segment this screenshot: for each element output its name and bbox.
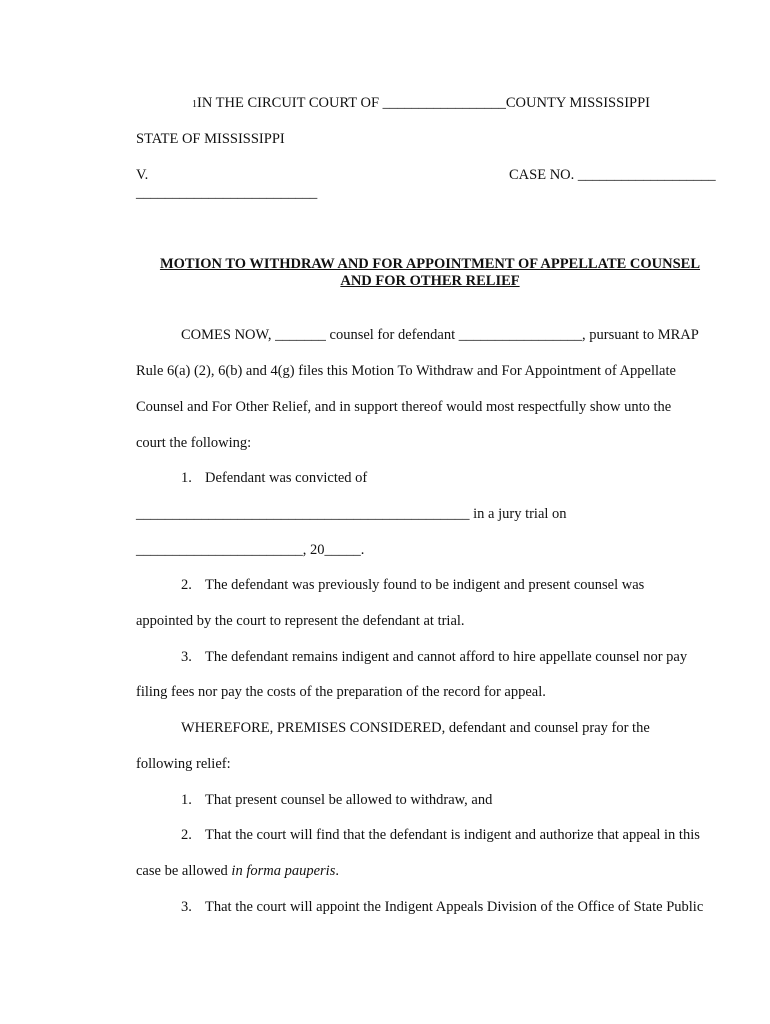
item-1-line-3: _______________________, 20_____. <box>136 542 365 558</box>
item-text: That the court will find that the defendant is indigent and authorize that appeal in this <box>205 827 700 843</box>
versus-label: V. <box>136 167 149 183</box>
wherefore-line-2: following relief: <box>136 756 231 772</box>
motion-title-line-2: AND FOR OTHER RELIEF <box>340 273 520 289</box>
motion-title-line-1: MOTION TO WITHDRAW AND FOR APPOINTMENT OF APPELLATE COUNSEL <box>159 256 701 272</box>
court-heading-text: IN THE CIRCUIT COURT OF _________________COUNTY MISSISSIPPI <box>197 95 650 111</box>
item-number: 3. <box>181 899 192 915</box>
comes-now-line-4: court the following: <box>136 435 252 451</box>
numbered-item-1 <box>181 469 367 487</box>
case-number: CASE NO. ___________________ <box>509 167 716 183</box>
item-text: That the court will appoint the Indigent Appeals Division of the Office of State Public <box>205 899 704 915</box>
comes-now-line-3: Counsel and For Other Relief, and in support thereof would most respectfully show unto the <box>136 399 672 415</box>
item-number: 3. <box>181 649 192 665</box>
relief-text: case be allowed <box>136 863 232 879</box>
relief-item-2-line-2 <box>136 862 339 880</box>
item-number: 2. <box>181 577 192 593</box>
item-2-line-2: appointed by the court to represent the defendant at trial. <box>136 613 465 629</box>
wherefore-line-1: WHEREFORE, PREMISES CONSIDERED, defendant and counsel pray for the <box>181 720 650 736</box>
numbered-item-3 <box>181 648 687 666</box>
item-number: 1. <box>181 792 192 808</box>
item-text: The defendant was previously found to be indigent and present counsel was <box>205 577 645 593</box>
latin-phrase: in forma pauperis <box>231 863 336 879</box>
item-text: Defendant was convicted of <box>205 470 368 486</box>
item-text: The defendant remains indigent and cannot afford to hire appellate counsel nor pay <box>205 649 688 665</box>
defendant-name-blank: _________________________ <box>136 185 318 201</box>
relief-item-2 <box>181 826 700 844</box>
relief-item-1 <box>181 791 492 809</box>
relief-text-end: . <box>335 863 339 879</box>
item-number: 2. <box>181 827 192 843</box>
relief-item-3 <box>181 898 703 916</box>
item-1-line-2: ______________________________________________ in a jury trial on <box>136 506 567 522</box>
comes-now-line-2: Rule 6(a) (2), 6(b) and 4(g) files this Motion To Withdraw and For Appointment of Appellate <box>136 363 676 379</box>
footnote-marker: 1 <box>192 99 197 110</box>
court-heading <box>192 94 650 114</box>
plaintiff-name: STATE OF MISSISSIPPI <box>136 131 285 147</box>
numbered-item-2 <box>181 576 644 594</box>
comes-now-line-1: COMES NOW, _______ counsel for defendant _________________, pursuant to MRAP <box>181 327 699 343</box>
item-number: 1. <box>181 470 192 486</box>
item-text: That present counsel be allowed to withdraw, and <box>205 792 493 808</box>
item-3-line-2: filing fees nor pay the costs of the preparation of the record for appeal. <box>136 684 546 700</box>
